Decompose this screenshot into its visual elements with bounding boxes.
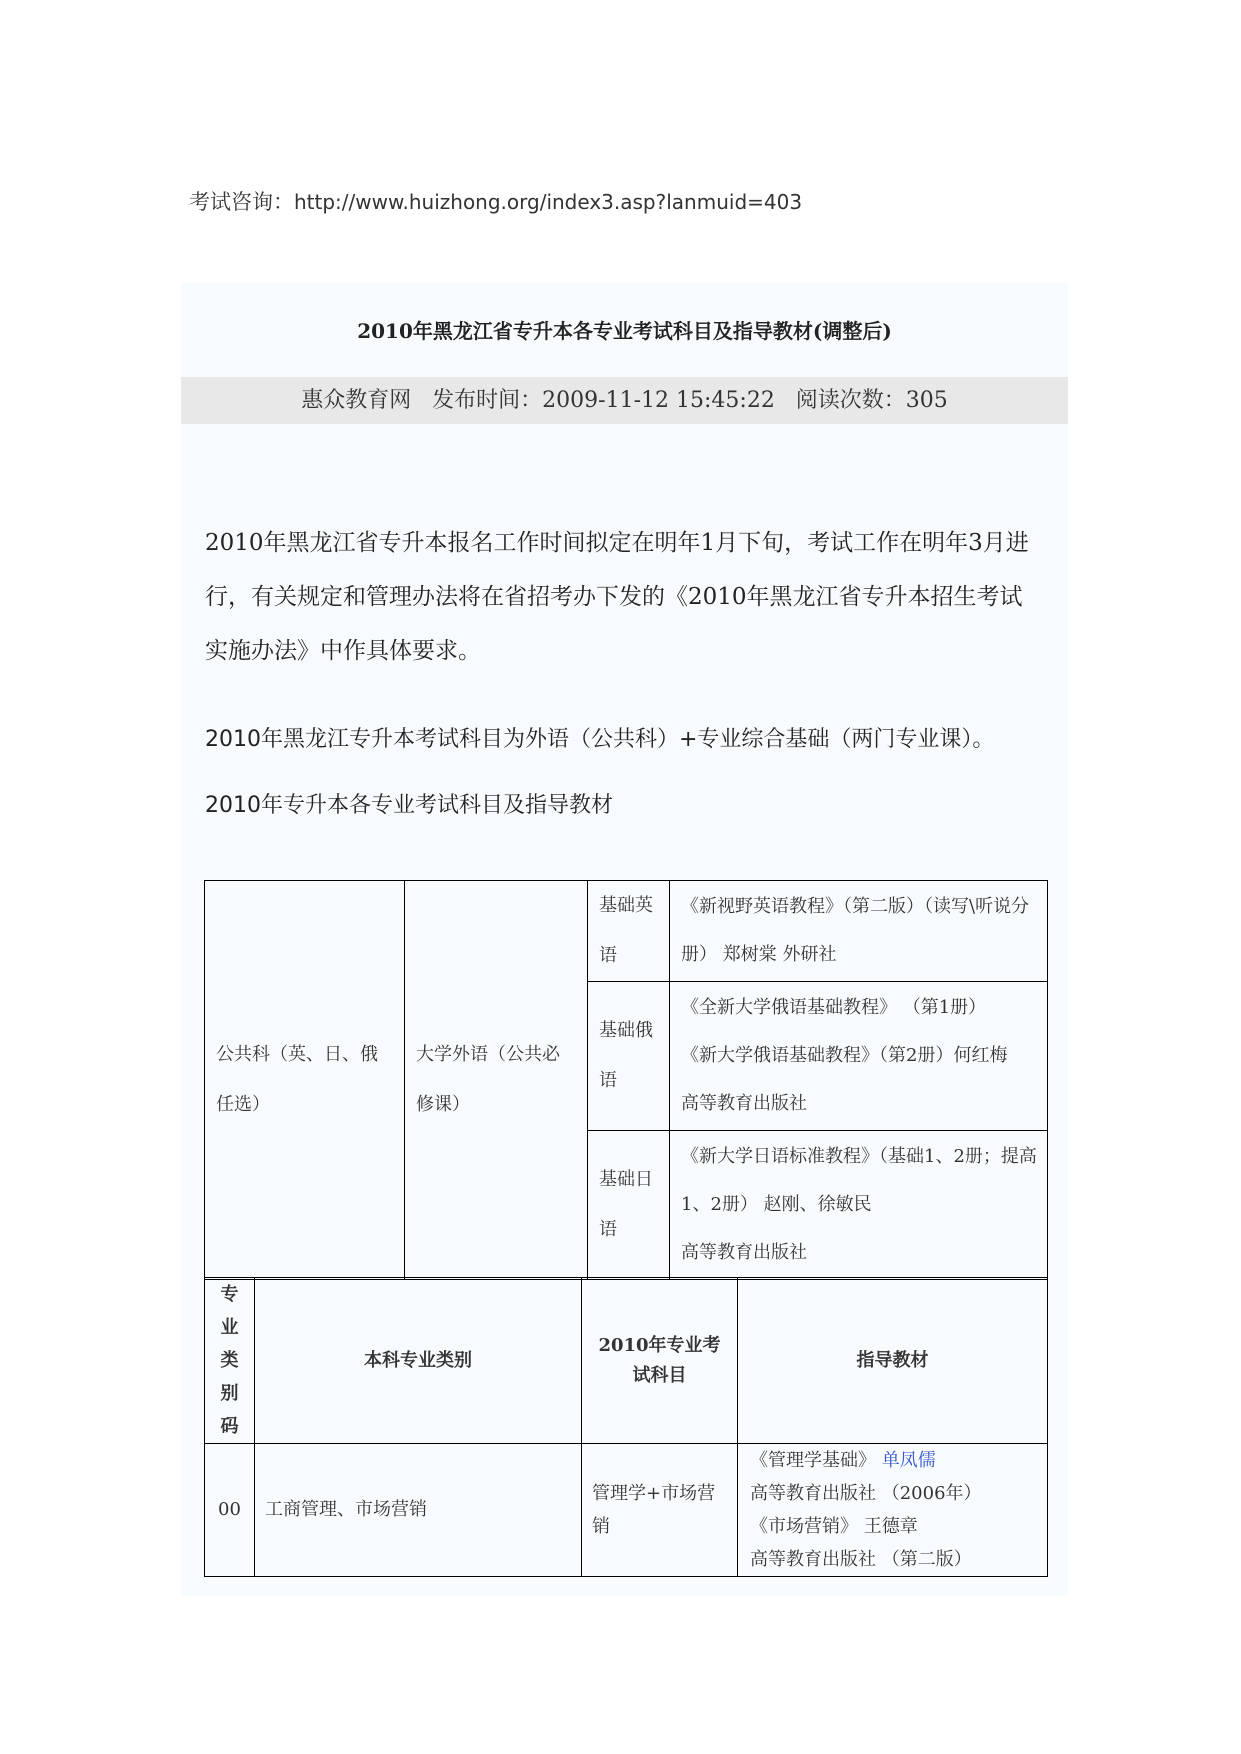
author-link[interactable]: 单凤儒: [881, 1450, 936, 1471]
article-paragraph-3: 2010年专升本各专业考试科目及指导教材: [205, 793, 613, 818]
header-code: 专业类别码: [205, 1278, 255, 1444]
public-course-table: [204, 880, 1048, 1280]
major-materials-cell: [738, 1444, 1048, 1577]
material-line: 高等教育出版社 （第二版）: [750, 1549, 972, 1570]
subject-cell: 基础俄语: [588, 982, 670, 1131]
material-line: 《新大学俄语基础教程》（第2册）何红梅: [681, 1045, 1008, 1066]
article-title: 2010年黑龙江省专升本各专业考试科目及指导教材(调整后): [357, 319, 892, 343]
article-paragraph-2: 2010年黑龙江专升本考试科目为外语（公共科）+专业综合基础（两门专业课）。: [205, 727, 995, 752]
material-line: 高等教育出版社 （2006年）: [750, 1483, 982, 1504]
table-row: [205, 881, 1048, 982]
consult-line: [189, 186, 802, 216]
consult-label: 考试咨询：: [189, 190, 294, 214]
table-header-row: [205, 1278, 1048, 1444]
material-cell: 《新视野英语教程》（第二版）（读写\听说分册） 郑树棠 外研社: [670, 881, 1048, 982]
public-category-cell: 公共科（英、日、俄任选）: [205, 881, 405, 1280]
subject-cell: 基础日语: [588, 1131, 670, 1280]
major-category-cell: 工商管理、市场营销: [255, 1444, 582, 1577]
material-line: 《全新大学俄语基础教程》 （第1册）: [681, 997, 987, 1018]
major-course-table: [204, 1277, 1048, 1577]
material-line: 《管理学基础》 单凤儒: [750, 1450, 936, 1471]
header-materials: 指导教材: [738, 1278, 1048, 1444]
header-subjects: 2010年专业考试科目: [582, 1278, 738, 1444]
article-meta-bar: 惠众教育网 发布时间：2009-11-12 15:45:22 阅读次数：305: [181, 377, 1068, 424]
major-subjects-cell: 管理学+市场营销: [582, 1444, 738, 1577]
consult-url-link[interactable]: http://www.huizhong.org/index3.asp?lanmuid=403: [294, 190, 803, 214]
major-code-cell: 00: [205, 1444, 255, 1577]
material-line: 高等教育出版社: [681, 1093, 807, 1114]
article-paragraph-1: 2010年黑龙江省专升本报名工作时间拟定在明年1月下旬，考试工作在明年3月进行，有关规定和管理办法将在省招考办下发的《2010年黑龙江省专升本招生考试实施办法》中作具体要求。: [205, 530, 1029, 664]
material-cell: [670, 982, 1048, 1131]
subject-cell: 基础英语: [588, 881, 670, 982]
header-category: 本科专业类别: [255, 1278, 582, 1444]
public-course-cell: 大学外语（公共必修课）: [405, 881, 588, 1280]
material-line: 高等教育出版社: [681, 1242, 807, 1263]
table-row: [205, 1444, 1048, 1577]
material-line: 《市场营销》 王德章: [750, 1516, 918, 1537]
material-cell: [670, 1131, 1048, 1280]
material-line: 《新大学日语标准教程》（基础1、2册；提高1、2册） 赵刚、徐敏民: [681, 1146, 1037, 1215]
